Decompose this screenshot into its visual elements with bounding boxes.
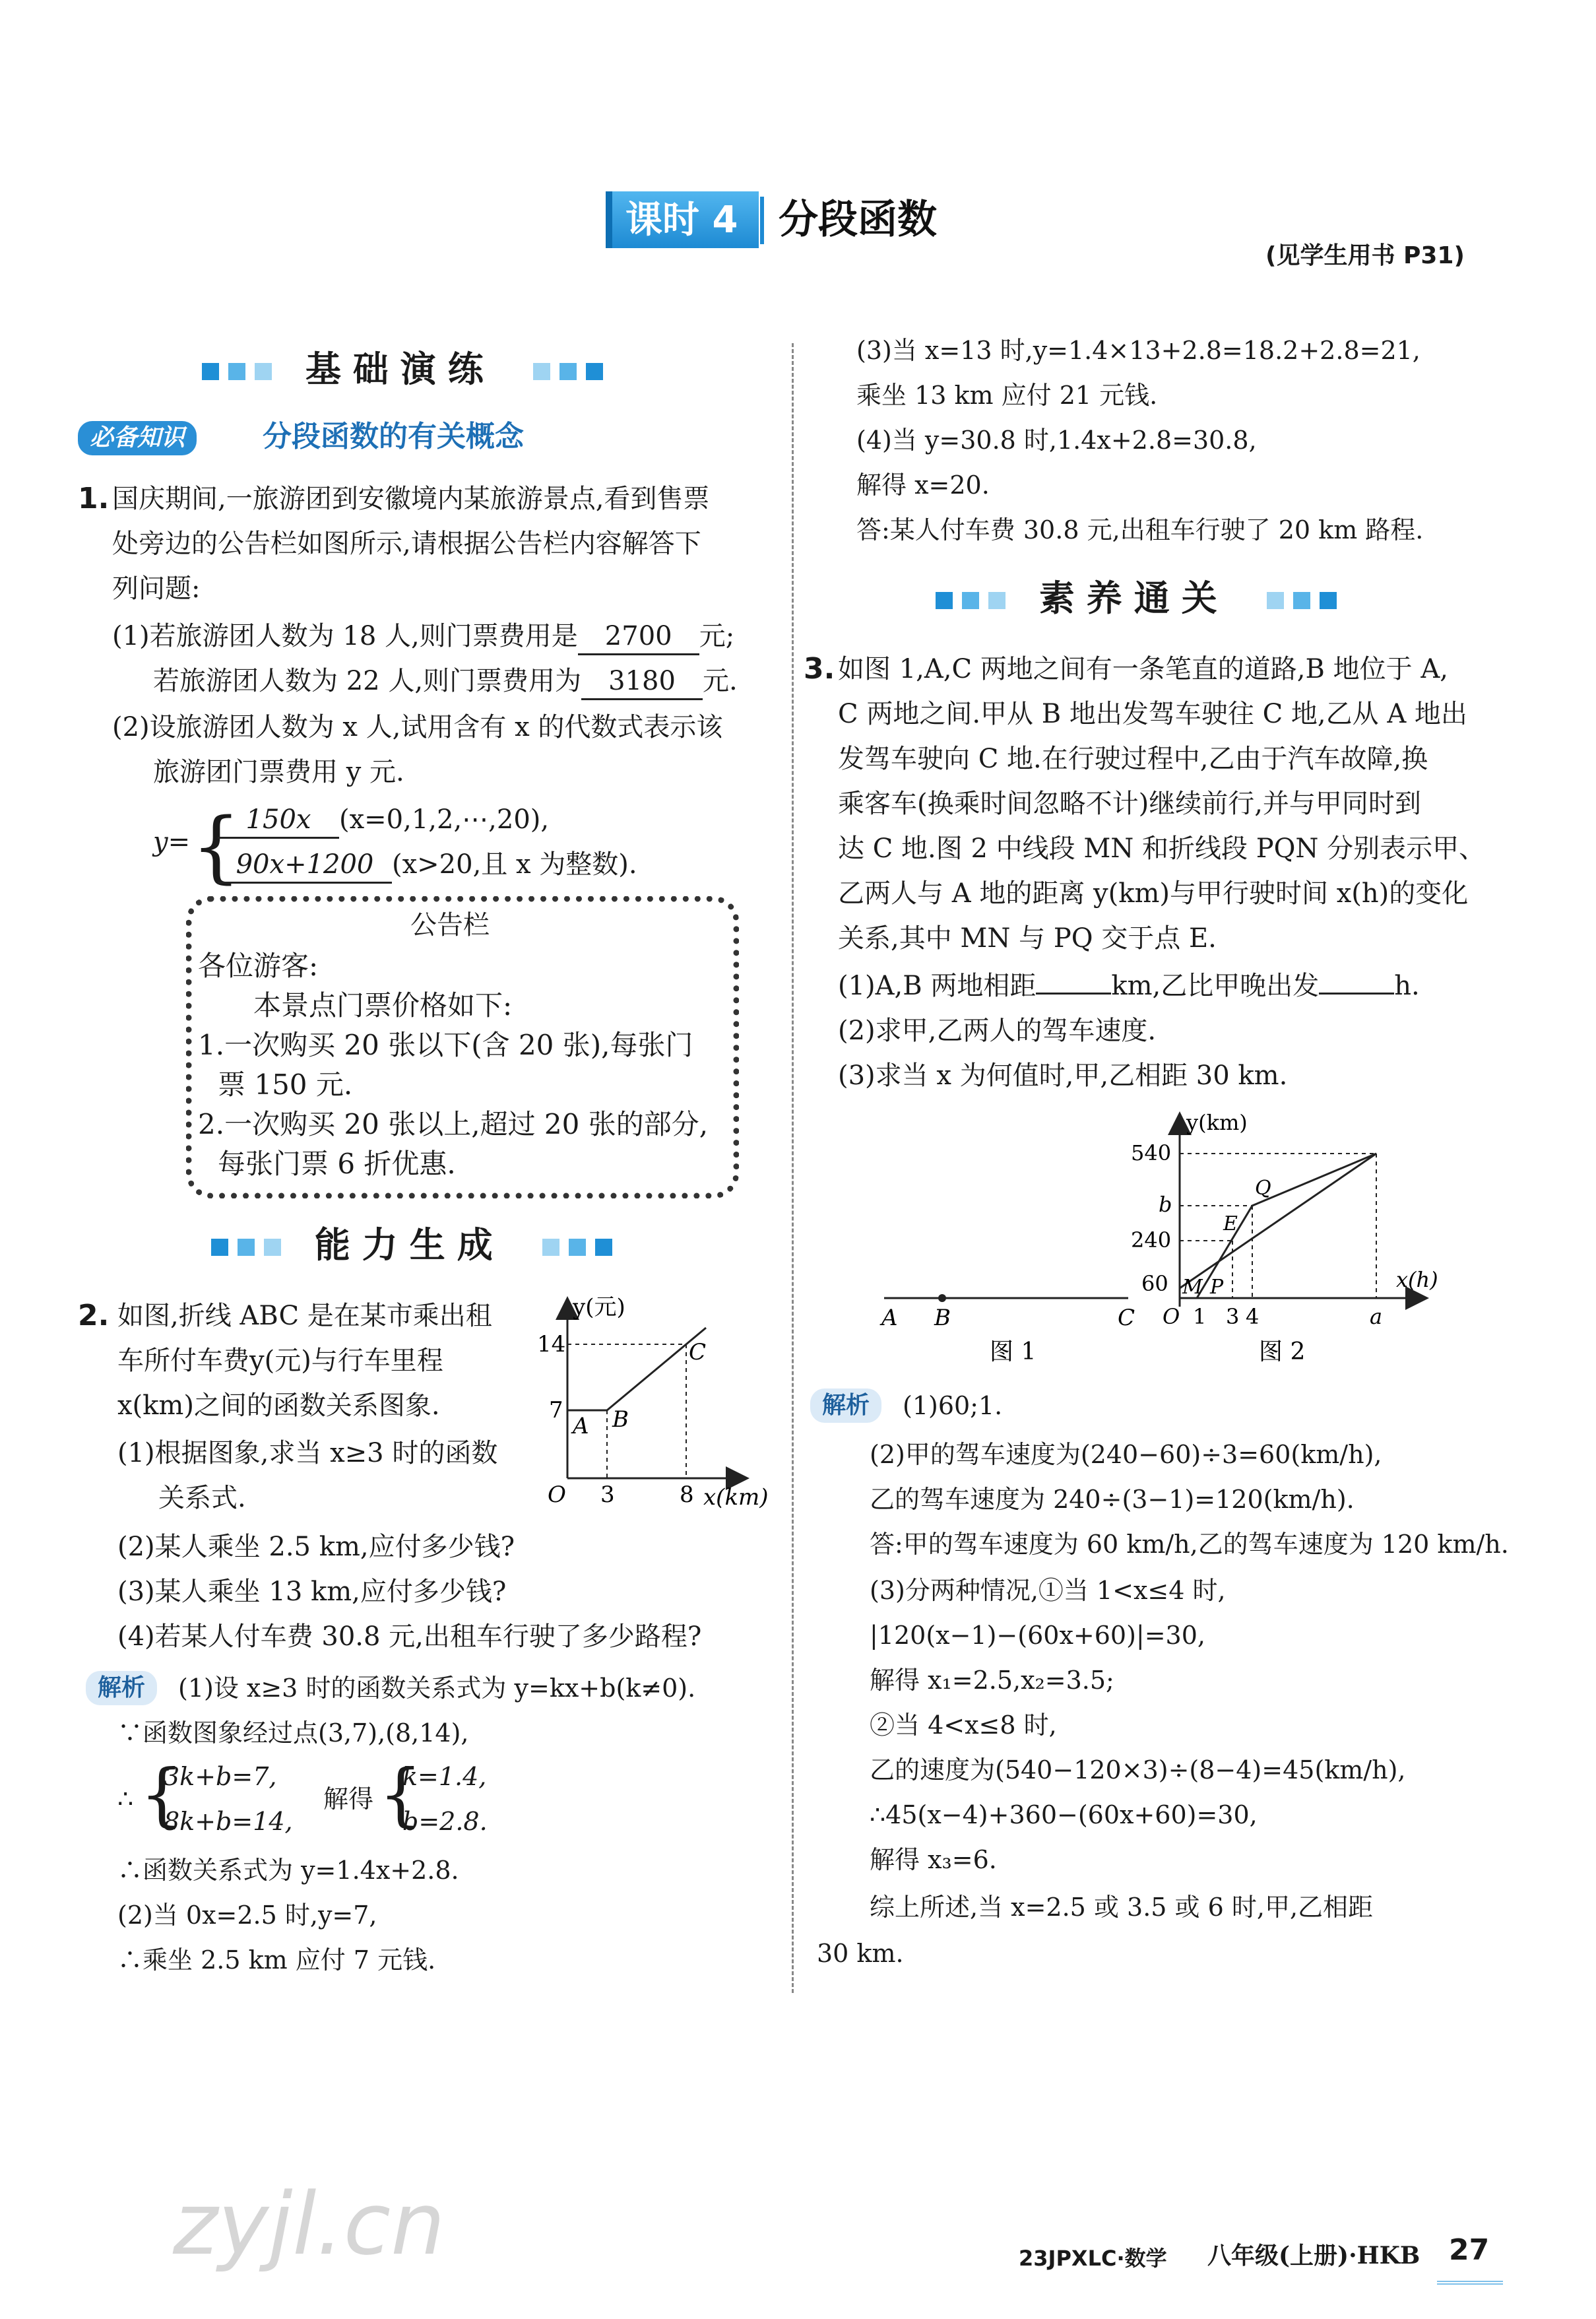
- q3-solution-tag: 解析: [810, 1388, 881, 1423]
- q1-part1a: (1)若旅游团人数为 18 人,则门票费用是 2700 元;: [112, 619, 734, 655]
- q3-sol-1: (1)60;1.: [903, 1391, 1003, 1420]
- fig2-tick-3: 3: [1226, 1304, 1240, 1329]
- fig2-tick-a: a: [1370, 1304, 1383, 1329]
- fig2-tick-b: b: [1159, 1192, 1172, 1217]
- fig1-label-c: C: [1118, 1305, 1135, 1331]
- q3-sol-10: ∴45(x−4)+360−(60x+60)=30,: [870, 1800, 1258, 1829]
- notice-title: 公告栏: [410, 910, 490, 940]
- q2-number: 2.: [78, 1299, 110, 1332]
- column-divider: [792, 343, 794, 1993]
- q3-sol-4: 答:甲的驾车速度为 60 km/h,乙的驾车速度为 120 km/h.: [870, 1530, 1509, 1559]
- knowledge-tag: 必备知识: [78, 421, 197, 455]
- page-number: 27: [1449, 2233, 1490, 2267]
- q2-sol-3-pre: ∴: [117, 1784, 134, 1813]
- q2-sol-3-eq2: 8k+b=14,: [164, 1807, 293, 1836]
- q1-line1: 国庆期间,一旅游团到安徽境内某旅游景点,看到售票: [112, 484, 710, 514]
- q1-answer-3180: 3180: [581, 664, 703, 700]
- q2-solution-tag: 解析: [86, 1671, 157, 1705]
- q2-tick-8: 8: [680, 1482, 694, 1508]
- q2-origin: O: [548, 1482, 566, 1508]
- fig2-line-mn: [1180, 1154, 1376, 1288]
- q2-sol-3-r2: b=2.8.: [402, 1807, 488, 1836]
- q2-sol-11: 答:某人付车费 30.8 元,出租车行驶了 20 km 路程.: [856, 515, 1424, 544]
- fig2-y-label: y(km): [1186, 1110, 1248, 1135]
- q3-sol-8: ②当 4<x≤8 时,: [870, 1711, 1057, 1740]
- lesson-title: 分段函数: [779, 197, 937, 243]
- q2-sol-6: ∴乘坐 2.5 km 应付 7 元钱.: [117, 1945, 436, 1975]
- q2-point-a: A: [573, 1413, 589, 1439]
- q3-line4: 乘客车(换乘时间忽略不计)继续前行,并与甲同时到: [838, 789, 1421, 819]
- section-literacy: 素养通关: [936, 575, 1346, 622]
- notice-line3: 1.一次购买 20 张以下(含 20 张),每张门: [198, 1029, 693, 1061]
- q2-sol-2: ∵函数图象经过点(3,7),(8,14),: [117, 1718, 469, 1747]
- notice-line1: 各位游客:: [198, 950, 319, 982]
- q2-line-abc: [567, 1328, 706, 1410]
- q2-sol-3-mid: 解得: [323, 1784, 374, 1813]
- q3-line9: (2)求甲,乙两人的驾车速度.: [838, 1016, 1157, 1046]
- q2-line8: (4)若某人付车费 30.8 元,出租车行驶了多少路程?: [117, 1621, 702, 1652]
- q2-y-label: y(元): [573, 1294, 625, 1321]
- q3-sol-3: 乙的驾车速度为 240÷(3−1)=120(km/h).: [870, 1485, 1355, 1514]
- q3-line6: 乙两人与 A 地的距离 y(km)与甲行驶时间 x(h)的变化: [838, 878, 1469, 909]
- q2-line3: x(km)之间的函数关系图象.: [117, 1390, 440, 1421]
- watermark: zyjl.cn: [173, 2174, 445, 2274]
- q2-sol-1: (1)设 x≥3 时的函数关系式为 y=kx+b(k≠0).: [178, 1674, 696, 1703]
- fig2-tick-240: 240: [1131, 1227, 1172, 1253]
- q2-tick-14: 14: [537, 1331, 566, 1357]
- q3-sol-11: 解得 x₃=6.: [870, 1845, 997, 1874]
- q1-y-label: y=: [153, 827, 191, 857]
- q1-brace: {: [191, 800, 241, 892]
- fig2-point-p: P: [1210, 1276, 1224, 1299]
- q3-sol-7: 解得 x₁=2.5,x₂=3.5;: [870, 1666, 1114, 1695]
- fig1-label-b: B: [934, 1305, 951, 1331]
- q3-sol-13: 30 km.: [817, 1939, 904, 1968]
- fig2-origin: O: [1163, 1304, 1180, 1329]
- q1-part2a: (2)设旅游团人数为 x 人,试用含有 x 的代数式表示该: [112, 712, 723, 742]
- q2-line4: (1)根据图象,求当 x≥3 时的函数: [117, 1438, 498, 1468]
- q2-sol-9: (4)当 y=30.8 时,1.4x+2.8=30.8,: [856, 426, 1257, 455]
- section-ability: 能力生成: [211, 1222, 622, 1268]
- q3-sol-2: (2)甲的驾车速度为(240−60)÷3=60(km/h),: [870, 1440, 1382, 1469]
- q2-tick-3: 3: [600, 1482, 615, 1508]
- header-divider: [760, 197, 764, 244]
- q2-point-c: C: [689, 1339, 707, 1365]
- lesson-label: 课时 4: [625, 199, 738, 242]
- q1-line3: 列问题:: [112, 573, 201, 604]
- q3-line10: (3)求当 x 为何值时,甲,乙相距 30 km.: [838, 1061, 1288, 1091]
- q2-point-b: B: [612, 1406, 629, 1433]
- q2-sol-3-eq1: 3k+b=7,: [164, 1762, 277, 1791]
- q2-sol-5: (2)当 0x=2.5 时,y=7,: [117, 1901, 377, 1930]
- fig2-tick-540: 540: [1131, 1140, 1172, 1165]
- q3-figures: [864, 1095, 1445, 1386]
- fig2-x-label: x(h): [1396, 1267, 1438, 1292]
- q2-sol-3-brace: {: [140, 1754, 184, 1835]
- q2-sol-8: 乘坐 13 km 应付 21 元钱.: [856, 381, 1158, 410]
- q2-sol-4: ∴函数关系式为 y=1.4x+2.8.: [117, 1856, 459, 1885]
- q2-line2: 车所付车费y(元)与行车里程: [117, 1346, 443, 1376]
- q3-line2: C 两地之间.甲从 B 地出发驾车驶往 C 地,乙从 A 地出: [838, 699, 1467, 729]
- notice-line4: 票 150 元.: [218, 1068, 353, 1101]
- q2-line6: (2)某人乘坐 2.5 km,应付多少钱?: [117, 1532, 515, 1562]
- knowledge-title: 分段函数的有关概念: [263, 420, 524, 453]
- q3-line5: 达 C 地.图 2 中线段 MN 和折线段 PQN 分别表示甲、: [838, 833, 1486, 864]
- fig1-label-a: A: [881, 1305, 898, 1331]
- q1-case1: 150x (x=0,1,2,⋯,20),: [218, 802, 549, 839]
- notice-line5: 2.一次购买 20 张以上,超过 20 张的部分,: [198, 1108, 709, 1140]
- q2-line5: 关系式.: [158, 1483, 246, 1513]
- q3-line1: 如图 1,A,C 两地之间有一条笔直的道路,B 地位于 A,: [838, 654, 1448, 684]
- fig2-point-e: E: [1223, 1212, 1238, 1235]
- footer-grade: 八年级(上册)·HKB: [1207, 2242, 1420, 2270]
- q3-sol-12: 综上所述,当 x=2.5 或 3.5 或 6 时,甲,乙相距: [870, 1893, 1374, 1922]
- q2-taxi-graph: [528, 1287, 779, 1524]
- q1-case2: 90x+1200 (x>20,且 x 为整数).: [218, 847, 637, 884]
- q1-part2b: 旅游团门票费用 y 元.: [153, 757, 404, 787]
- fig1-point-b: [938, 1294, 946, 1302]
- q3-sol-6: |120(x−1)−(60x+60)|=30,: [870, 1621, 1205, 1650]
- fig1-caption: 图 1: [990, 1338, 1037, 1365]
- q2-line1: 如图,折线 ABC 是在某市乘出租: [117, 1301, 492, 1331]
- fig2-caption: 图 2: [1259, 1338, 1306, 1365]
- notice-line2: 本景点门票价格如下:: [253, 989, 513, 1022]
- q3-line8: (1)A,B 两地相距 km,乙比甲晚出发 h.: [838, 971, 1420, 1001]
- notice-line6: 每张门票 6 折优惠.: [218, 1148, 456, 1180]
- q2-sol-3-r1: k=1.4,: [402, 1762, 487, 1791]
- fig2-tick-1: 1: [1193, 1304, 1207, 1329]
- section-basic: 基础演练: [202, 346, 612, 393]
- q1-answer-2700: 2700: [578, 619, 699, 655]
- q3-number: 3.: [804, 652, 835, 686]
- q3-sol-5: (3)分两种情况,①当 1<x≤4 时,: [870, 1576, 1226, 1605]
- q2-tick-7: 7: [549, 1397, 563, 1423]
- q2-x-label: x(km): [703, 1484, 769, 1511]
- fig2-point-m: M: [1182, 1276, 1203, 1299]
- fig2-tick-60: 60: [1141, 1271, 1168, 1296]
- q3-line3: 发驾车驶向 C 地.在行驶过程中,乙由于汽车故障,换: [838, 744, 1428, 774]
- q2-line7: (3)某人乘坐 13 km,应付多少钱?: [117, 1577, 507, 1607]
- reference-note: (见学生用书 P31): [1265, 242, 1465, 269]
- q2-sol-10: 解得 x=20.: [856, 471, 990, 500]
- q3-line7: 关系,其中 MN 与 PQ 交于点 E.: [838, 923, 1217, 954]
- q1-number: 1.: [78, 482, 110, 515]
- footer-code: 23JPXLC·数学: [1019, 2246, 1167, 2271]
- q2-sol-3-brace2: {: [379, 1754, 423, 1835]
- fig2-point-q: Q: [1255, 1177, 1271, 1200]
- q2-sol-7: (3)当 x=13 时,y=1.4×13+2.8=18.2+2.8=21,: [856, 336, 1420, 365]
- fig2-tick-4: 4: [1246, 1304, 1260, 1329]
- q1-part1b: 若旅游团人数为 22 人,则门票费用为 3180 元.: [153, 664, 738, 700]
- q1-line2: 处旁边的公告栏如图所示,请根据公告栏内容解答下: [112, 529, 701, 559]
- q3-sol-9: 乙的速度为(540−120×3)÷(8−4)=45(km/h),: [870, 1755, 1406, 1784]
